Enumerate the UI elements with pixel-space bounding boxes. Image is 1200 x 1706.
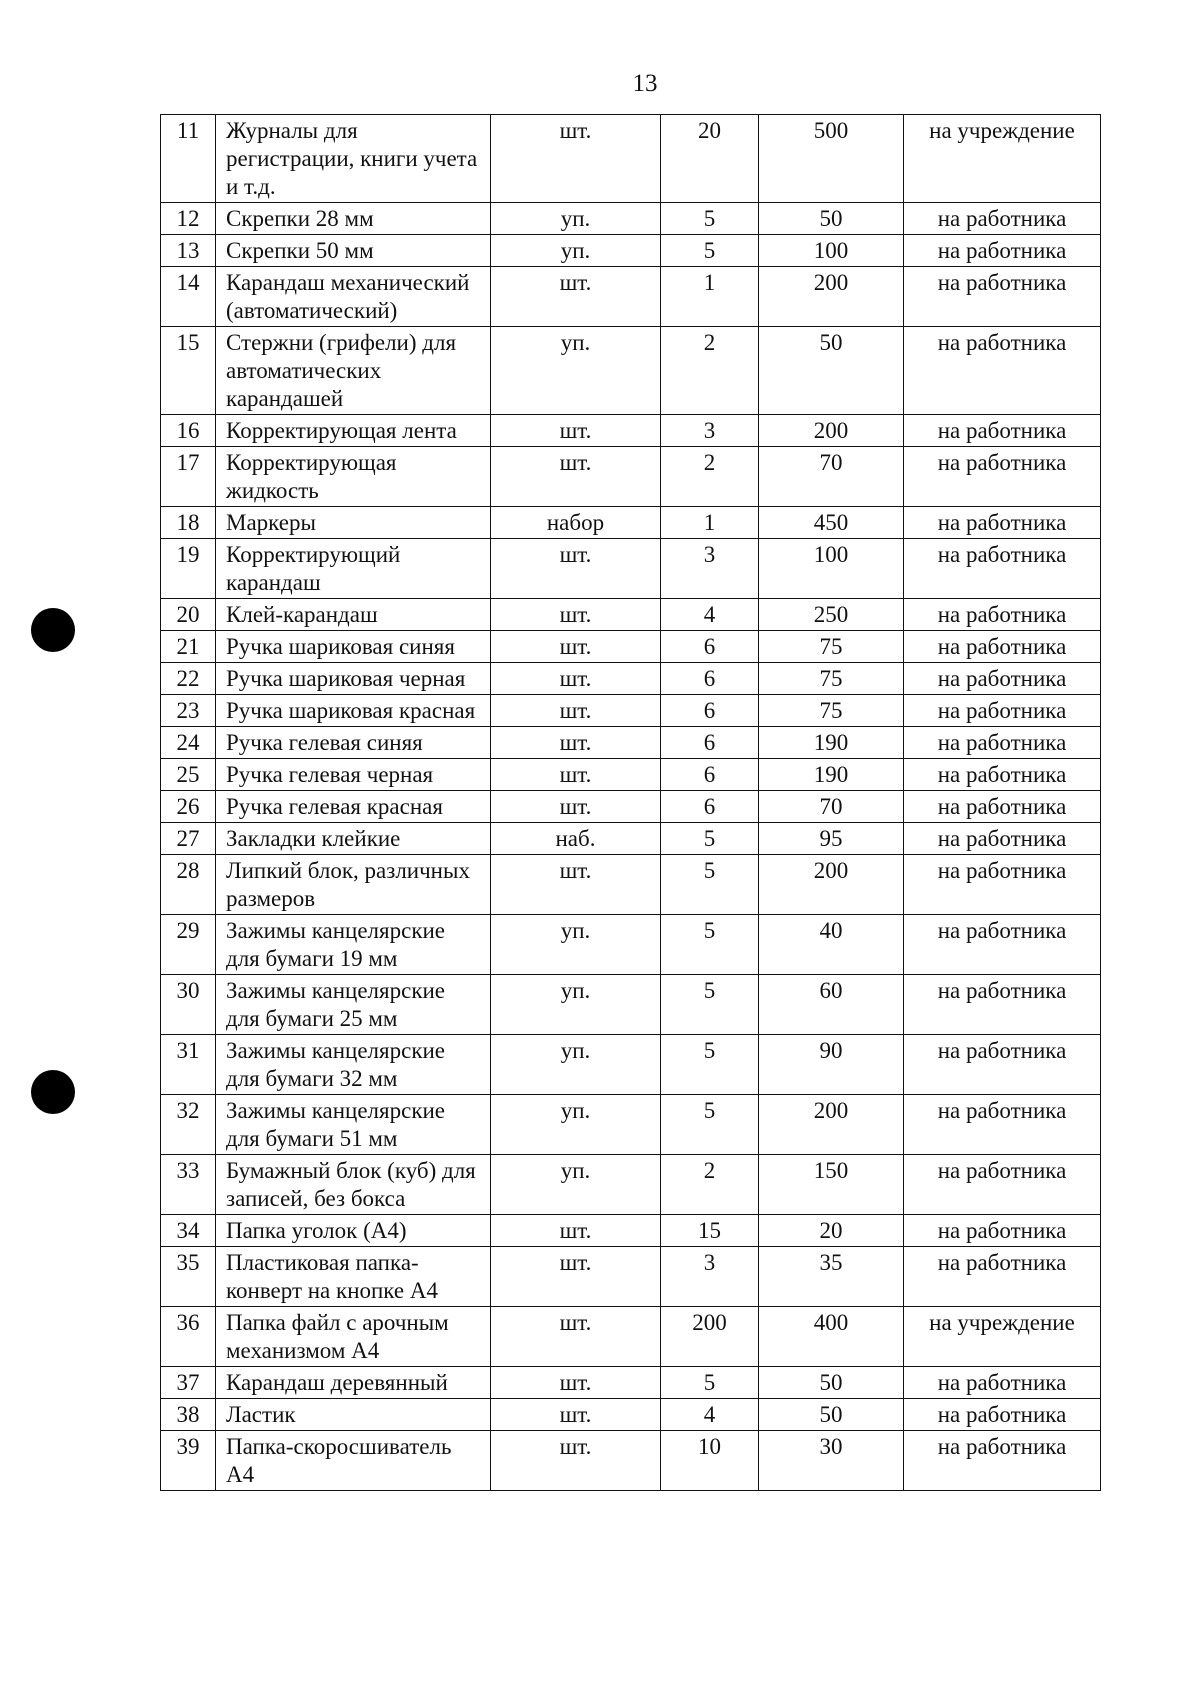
allocation-cell: на работника <box>904 235 1101 267</box>
allocation-cell: на работника <box>904 327 1101 415</box>
allocation-cell: на работника <box>904 855 1101 915</box>
table-body <box>161 115 1101 1491</box>
unit-cell: шт. <box>491 1247 661 1307</box>
unit-cell: шт. <box>491 447 661 507</box>
allocation-cell: на работника <box>904 447 1101 507</box>
price-cell: 50 <box>759 1399 904 1431</box>
price-cell: 200 <box>759 1095 904 1155</box>
item-name-cell: Ручка гелевая синяя <box>216 727 491 759</box>
allocation-cell: на работника <box>904 267 1101 327</box>
row-number-cell: 13 <box>161 235 216 267</box>
item-name-cell: Корректирующая жидкость <box>216 447 491 507</box>
price-cell: 75 <box>759 631 904 663</box>
unit-cell: шт. <box>491 1399 661 1431</box>
unit-cell: шт. <box>491 695 661 727</box>
item-name-cell: Скрепки 50 мм <box>216 235 491 267</box>
price-cell: 100 <box>759 235 904 267</box>
allocation-cell: на работника <box>904 759 1101 791</box>
table-row <box>161 115 1101 203</box>
quantity-cell: 5 <box>661 203 759 235</box>
table-row <box>161 823 1101 855</box>
allocation-cell: на работника <box>904 663 1101 695</box>
unit-cell: шт. <box>491 599 661 631</box>
item-name-cell: Журналы для регистрации, книги учета и т.д. <box>216 115 491 203</box>
table-row <box>161 203 1101 235</box>
item-name-cell: Ластик <box>216 1399 491 1431</box>
table-row <box>161 759 1101 791</box>
allocation-cell: на работника <box>904 539 1101 599</box>
row-number-cell: 26 <box>161 791 216 823</box>
row-number-cell: 33 <box>161 1155 216 1215</box>
unit-cell: уп. <box>491 203 661 235</box>
price-cell: 400 <box>759 1307 904 1367</box>
row-number-cell: 31 <box>161 1035 216 1095</box>
quantity-cell: 3 <box>661 1247 759 1307</box>
table-row <box>161 1247 1101 1307</box>
allocation-cell: на работника <box>904 507 1101 539</box>
quantity-cell: 10 <box>661 1431 759 1491</box>
row-number-cell: 23 <box>161 695 216 727</box>
table-row <box>161 599 1101 631</box>
item-name-cell: Клей-карандаш <box>216 599 491 631</box>
row-number-cell: 29 <box>161 915 216 975</box>
price-cell: 70 <box>759 791 904 823</box>
price-cell: 70 <box>759 447 904 507</box>
unit-cell: уп. <box>491 915 661 975</box>
table-row <box>161 415 1101 447</box>
punch-hole <box>31 1070 75 1114</box>
quantity-cell: 1 <box>661 267 759 327</box>
row-number-cell: 21 <box>161 631 216 663</box>
item-name-cell: Зажимы канцелярские для бумаги 25 мм <box>216 975 491 1035</box>
price-cell: 50 <box>759 203 904 235</box>
item-name-cell: Стержни (грифели) для автоматических карандашей <box>216 327 491 415</box>
allocation-cell: на работника <box>904 415 1101 447</box>
allocation-cell: на работника <box>904 823 1101 855</box>
unit-cell: уп. <box>491 327 661 415</box>
item-name-cell: Карандаш деревянный <box>216 1367 491 1399</box>
price-cell: 60 <box>759 975 904 1035</box>
table-row <box>161 1399 1101 1431</box>
item-name-cell: Папка-скоросшиватель А4 <box>216 1431 491 1491</box>
item-name-cell: Ручка гелевая красная <box>216 791 491 823</box>
unit-cell: шт. <box>491 415 661 447</box>
row-number-cell: 37 <box>161 1367 216 1399</box>
item-name-cell: Папка уголок (А4) <box>216 1215 491 1247</box>
table-row <box>161 663 1101 695</box>
unit-cell: шт. <box>491 1367 661 1399</box>
allocation-cell: на работника <box>904 727 1101 759</box>
quantity-cell: 5 <box>661 1035 759 1095</box>
row-number-cell: 34 <box>161 1215 216 1247</box>
price-cell: 75 <box>759 663 904 695</box>
item-name-cell: Липкий блок, различных размеров <box>216 855 491 915</box>
price-cell: 200 <box>759 267 904 327</box>
table-row <box>161 1155 1101 1215</box>
row-number-cell: 32 <box>161 1095 216 1155</box>
allocation-cell: на работника <box>904 1431 1101 1491</box>
unit-cell: шт. <box>491 855 661 915</box>
price-cell: 190 <box>759 727 904 759</box>
table-row <box>161 539 1101 599</box>
allocation-cell: на работника <box>904 695 1101 727</box>
allocation-cell: на работника <box>904 1095 1101 1155</box>
quantity-cell: 2 <box>661 1155 759 1215</box>
row-number-cell: 25 <box>161 759 216 791</box>
item-name-cell: Бумажный блок (куб) для записей, без бокса <box>216 1155 491 1215</box>
allocation-cell: на работника <box>904 1215 1101 1247</box>
price-cell: 50 <box>759 1367 904 1399</box>
price-cell: 190 <box>759 759 904 791</box>
punch-hole <box>31 608 75 652</box>
quantity-cell: 5 <box>661 1367 759 1399</box>
item-name-cell: Ручка гелевая черная <box>216 759 491 791</box>
unit-cell: шт. <box>491 1307 661 1367</box>
table-row <box>161 1215 1101 1247</box>
item-name-cell: Маркеры <box>216 507 491 539</box>
quantity-cell: 6 <box>661 727 759 759</box>
row-number-cell: 20 <box>161 599 216 631</box>
unit-cell: шт. <box>491 663 661 695</box>
quantity-cell: 5 <box>661 1095 759 1155</box>
allocation-cell: на работника <box>904 915 1101 975</box>
unit-cell: шт. <box>491 759 661 791</box>
price-cell: 95 <box>759 823 904 855</box>
unit-cell: шт. <box>491 267 661 327</box>
quantity-cell: 20 <box>661 115 759 203</box>
item-name-cell: Папка файл с арочным механизмом А4 <box>216 1307 491 1367</box>
allocation-cell: на работника <box>904 1247 1101 1307</box>
table-row <box>161 695 1101 727</box>
item-name-cell: Карандаш механический (автоматический) <box>216 267 491 327</box>
price-cell: 75 <box>759 695 904 727</box>
quantity-cell: 200 <box>661 1307 759 1367</box>
item-name-cell: Корректирующий карандаш <box>216 539 491 599</box>
unit-cell: набор <box>491 507 661 539</box>
table-row <box>161 447 1101 507</box>
price-cell: 20 <box>759 1215 904 1247</box>
price-cell: 500 <box>759 115 904 203</box>
table-row <box>161 235 1101 267</box>
row-number-cell: 11 <box>161 115 216 203</box>
row-number-cell: 38 <box>161 1399 216 1431</box>
unit-cell: уп. <box>491 1035 661 1095</box>
allocation-cell: на учреждение <box>904 1307 1101 1367</box>
row-number-cell: 12 <box>161 203 216 235</box>
allocation-cell: на работника <box>904 975 1101 1035</box>
item-name-cell: Зажимы канцелярские для бумаги 19 мм <box>216 915 491 975</box>
quantity-cell: 15 <box>661 1215 759 1247</box>
quantity-cell: 5 <box>661 915 759 975</box>
row-number-cell: 15 <box>161 327 216 415</box>
row-number-cell: 19 <box>161 539 216 599</box>
price-cell: 40 <box>759 915 904 975</box>
table-row <box>161 631 1101 663</box>
quantity-cell: 6 <box>661 631 759 663</box>
row-number-cell: 14 <box>161 267 216 327</box>
table-row <box>161 267 1101 327</box>
quantity-cell: 4 <box>661 599 759 631</box>
row-number-cell: 30 <box>161 975 216 1035</box>
allocation-cell: на работника <box>904 791 1101 823</box>
quantity-cell: 6 <box>661 663 759 695</box>
quantity-cell: 1 <box>661 507 759 539</box>
quantity-cell: 3 <box>661 539 759 599</box>
quantity-cell: 2 <box>661 327 759 415</box>
item-name-cell: Ручка шариковая синяя <box>216 631 491 663</box>
row-number-cell: 27 <box>161 823 216 855</box>
quantity-cell: 6 <box>661 791 759 823</box>
price-cell: 250 <box>759 599 904 631</box>
row-number-cell: 35 <box>161 1247 216 1307</box>
quantity-cell: 6 <box>661 759 759 791</box>
row-number-cell: 22 <box>161 663 216 695</box>
unit-cell: шт. <box>491 1215 661 1247</box>
quantity-cell: 5 <box>661 823 759 855</box>
allocation-cell: на работника <box>904 599 1101 631</box>
price-cell: 50 <box>759 327 904 415</box>
row-number-cell: 36 <box>161 1307 216 1367</box>
table-row <box>161 855 1101 915</box>
unit-cell: шт. <box>491 1431 661 1491</box>
item-name-cell: Скрепки 28 мм <box>216 203 491 235</box>
quantity-cell: 6 <box>661 695 759 727</box>
table-row <box>161 1367 1101 1399</box>
row-number-cell: 39 <box>161 1431 216 1491</box>
price-cell: 450 <box>759 507 904 539</box>
price-cell: 150 <box>759 1155 904 1215</box>
price-cell: 200 <box>759 415 904 447</box>
unit-cell: уп. <box>491 975 661 1035</box>
unit-cell: уп. <box>491 1095 661 1155</box>
unit-cell: шт. <box>491 791 661 823</box>
quantity-cell: 5 <box>661 855 759 915</box>
table-row <box>161 1095 1101 1155</box>
unit-cell: уп. <box>491 1155 661 1215</box>
price-cell: 200 <box>759 855 904 915</box>
price-cell: 35 <box>759 1247 904 1307</box>
supplies-table <box>160 114 1101 1491</box>
table-row <box>161 507 1101 539</box>
row-number-cell: 28 <box>161 855 216 915</box>
row-number-cell: 18 <box>161 507 216 539</box>
unit-cell: шт. <box>491 631 661 663</box>
quantity-cell: 4 <box>661 1399 759 1431</box>
allocation-cell: на работника <box>904 1035 1101 1095</box>
price-cell: 90 <box>759 1035 904 1095</box>
quantity-cell: 5 <box>661 975 759 1035</box>
unit-cell: шт. <box>491 539 661 599</box>
unit-cell: шт. <box>491 115 661 203</box>
price-cell: 30 <box>759 1431 904 1491</box>
allocation-cell: на учреждение <box>904 115 1101 203</box>
page-number: 13 <box>632 70 658 97</box>
unit-cell: уп. <box>491 235 661 267</box>
table-row <box>161 727 1101 759</box>
quantity-cell: 3 <box>661 415 759 447</box>
table-row <box>161 791 1101 823</box>
table-row <box>161 1431 1101 1491</box>
item-name-cell: Зажимы канцелярские для бумаги 32 мм <box>216 1035 491 1095</box>
item-name-cell: Закладки клейкие <box>216 823 491 855</box>
allocation-cell: на работника <box>904 1155 1101 1215</box>
table-row <box>161 1307 1101 1367</box>
price-cell: 100 <box>759 539 904 599</box>
item-name-cell: Ручка шариковая красная <box>216 695 491 727</box>
row-number-cell: 16 <box>161 415 216 447</box>
table-row <box>161 975 1101 1035</box>
allocation-cell: на работника <box>904 1399 1101 1431</box>
allocation-cell: на работника <box>904 631 1101 663</box>
quantity-cell: 2 <box>661 447 759 507</box>
item-name-cell: Ручка шариковая черная <box>216 663 491 695</box>
item-name-cell: Корректирующая лента <box>216 415 491 447</box>
allocation-cell: на работника <box>904 203 1101 235</box>
quantity-cell: 5 <box>661 235 759 267</box>
item-name-cell: Зажимы канцелярские для бумаги 51 мм <box>216 1095 491 1155</box>
table-row <box>161 327 1101 415</box>
table-row <box>161 1035 1101 1095</box>
unit-cell: наб. <box>491 823 661 855</box>
row-number-cell: 17 <box>161 447 216 507</box>
row-number-cell: 24 <box>161 727 216 759</box>
table-row <box>161 915 1101 975</box>
item-name-cell: Пластиковая папка-конверт на кнопке А4 <box>216 1247 491 1307</box>
allocation-cell: на работника <box>904 1367 1101 1399</box>
unit-cell: шт. <box>491 727 661 759</box>
